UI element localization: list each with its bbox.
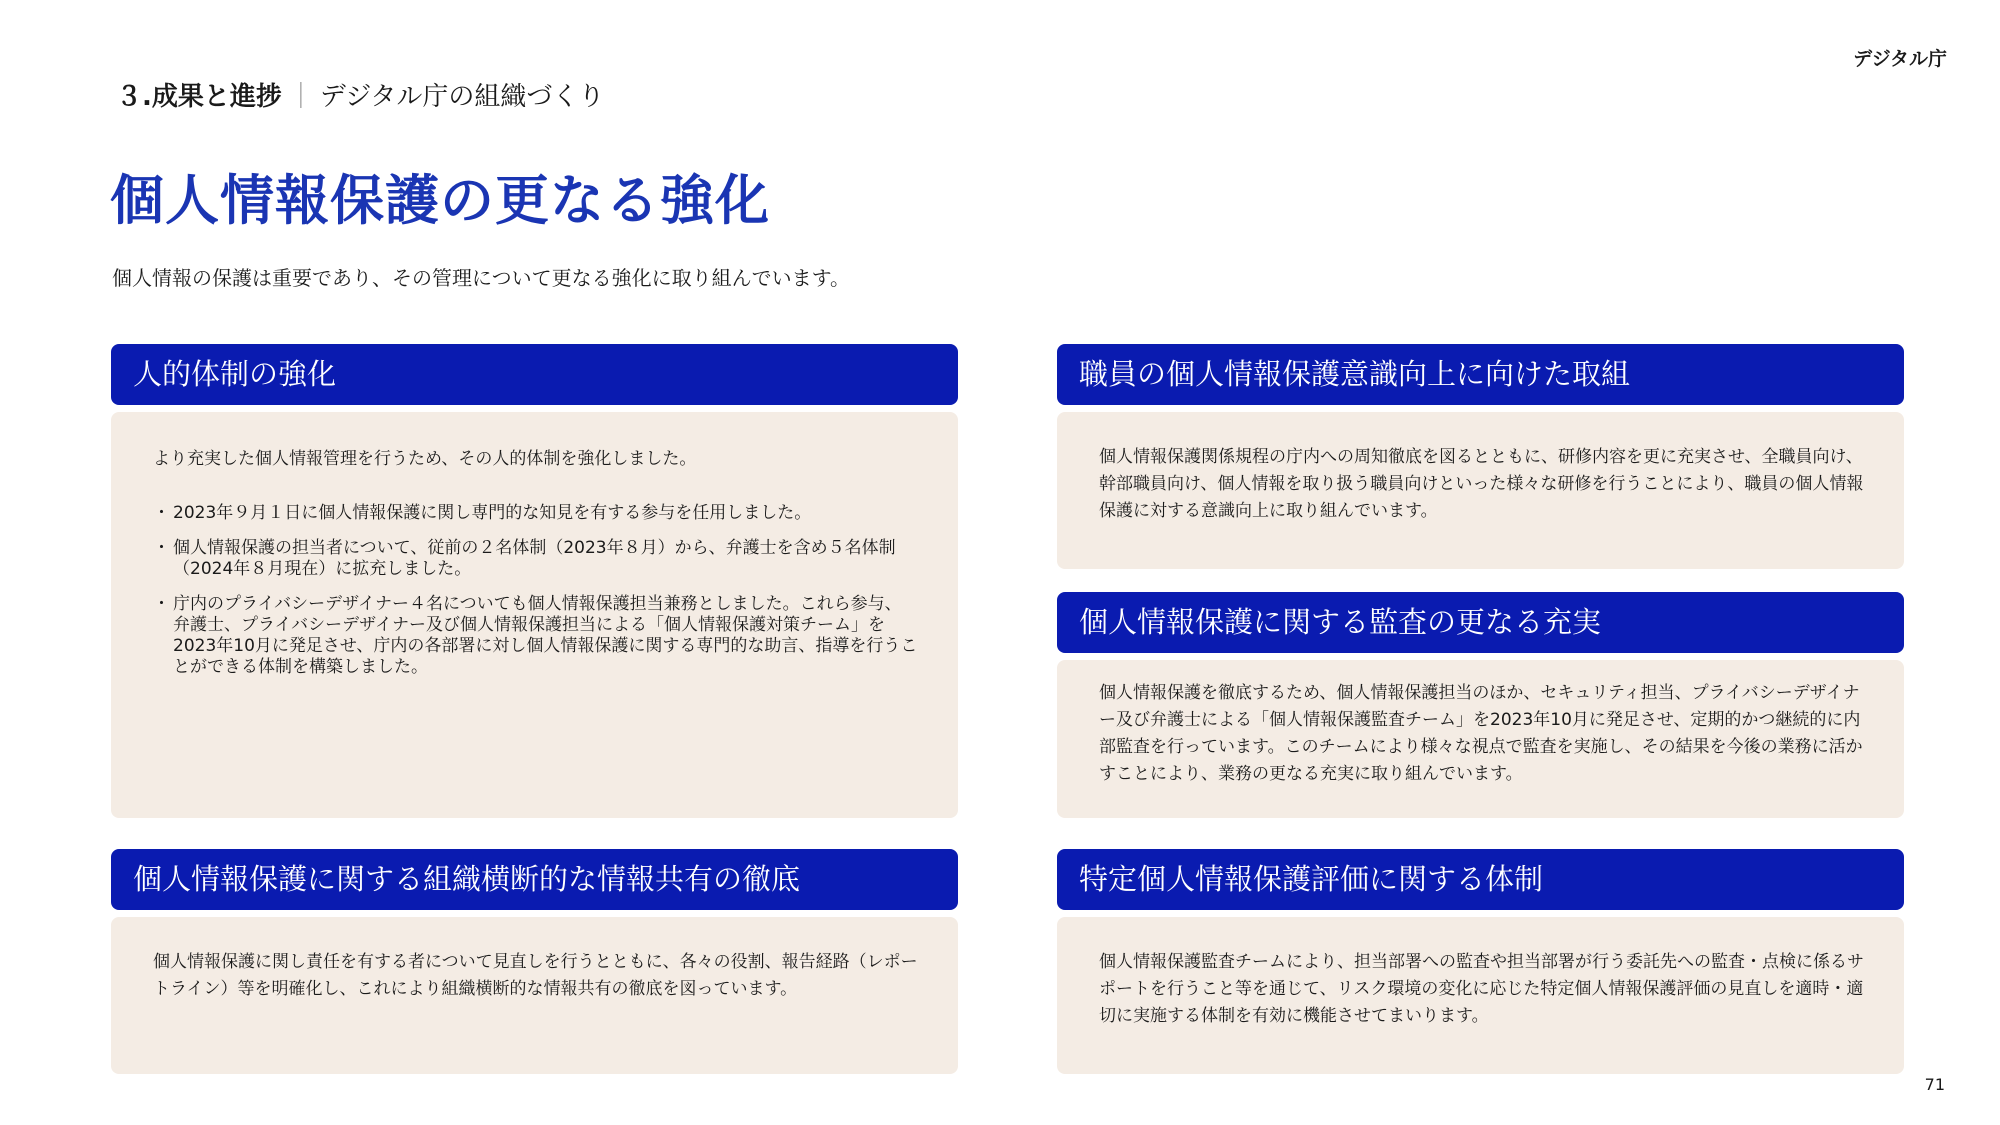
- card-assessment-text: 個人情報保護監査チームにより、担当部署への監査や担当部署が行う委託先への監査・点検に係るサポートを行うこと等を通じて、リスク環境の変化に応じた特定個人情報保護評価の見直しを適時・適切に実施する体制を有効に機能させてまいります。: [1099, 952, 1864, 1026]
- section-title: 成果と進捗: [151, 82, 282, 112]
- card-staffing: [111, 344, 958, 818]
- section-label: [116, 76, 604, 113]
- card-audit-text: 個人情報保護を徹底するため、個人情報保護担当のほか、セキュリティ担当、プライバシーデザイナー及び弁護士による「個人情報保護監査チーム」を2023年10月に発足させ、定期的かつ継続的に内部監査を行っています。このチームにより様々な視点で監査を実施し、その結果を今後の業務に活かすことにより、業務の更なる充実に取り組んでいます。: [1099, 683, 1863, 784]
- card-staffing-intro: より充実した個人情報管理を行うため、その人的体制を強化しました。: [153, 449, 697, 469]
- card-staffing-list: [153, 503, 918, 678]
- card-audit: [1057, 592, 1904, 818]
- card-staffing-heading: 人的体制の強化: [111, 344, 958, 405]
- page-number: 71: [1924, 1075, 1945, 1094]
- card-assessment-heading: 特定個人情報保護評価に関する体制: [1057, 849, 1904, 910]
- card-sharing: [111, 849, 958, 1074]
- page-title: 個人情報保護の更なる強化: [110, 169, 770, 232]
- card-sharing-heading: 個人情報保護に関する組織横断的な情報共有の徹底: [111, 849, 958, 910]
- card-awareness-text: 個人情報保護関係規程の庁内への周知徹底を図るとともに、研修内容を更に充実させ、全職員向け、幹部職員向け、個人情報を取り扱う職員向けといった様々な研修を行うことにより、職員の個人情報保護に対する意識向上に取り組んでいます。: [1099, 447, 1864, 521]
- card-assessment-body: [1057, 917, 1904, 1074]
- section-number: ３.: [116, 82, 152, 112]
- list-item: ・ 庁内のプライバシーデザイナー４名についても個人情報保護担当兼務としました。これら参与、弁護士、プライバシーデザイナー及び個人情報保護担当による「個人情報保護対策チーム」を2023年10月に発足させ、庁内の各部署に対し個人情報保護に関する専門的な助言、指導を行うことができる体制を構築しました。: [153, 594, 918, 678]
- card-sharing-body: [111, 917, 958, 1074]
- card-assessment: [1057, 849, 1904, 1074]
- card-audit-body: [1057, 660, 1904, 818]
- card-staffing-body: [111, 412, 958, 818]
- card-audit-heading: 個人情報保護に関する監査の更なる充実: [1057, 592, 1904, 653]
- card-sharing-text: 個人情報保護に関し責任を有する者について見直しを行うとともに、各々の役割、報告経路（レポートライン）等を明確化し、これにより組織横断的な情報共有の徹底を図っています。: [153, 952, 918, 999]
- list-item: ・ 個人情報保護の担当者について、従前の２名体制（2023年８月）から、弁護士を含め５名体制（2024年８月現在）に拡充しました。: [153, 538, 918, 580]
- section-separator: ｜: [287, 82, 314, 112]
- section-subtitle: デジタル庁の組織づくり: [319, 82, 605, 112]
- agency-logo-text: デジタル庁: [1853, 48, 1947, 70]
- lead-text: 個人情報の保護は重要であり、その管理について更なる強化に取り組んでいます。: [112, 266, 850, 290]
- list-item: ・ 2023年９月１日に個人情報保護に関し専門的な知見を有する参与を任用しました。: [153, 503, 918, 524]
- card-awareness-heading: 職員の個人情報保護意識向上に向けた取組: [1057, 344, 1904, 405]
- card-awareness-body: [1057, 412, 1904, 569]
- card-awareness: [1057, 344, 1904, 569]
